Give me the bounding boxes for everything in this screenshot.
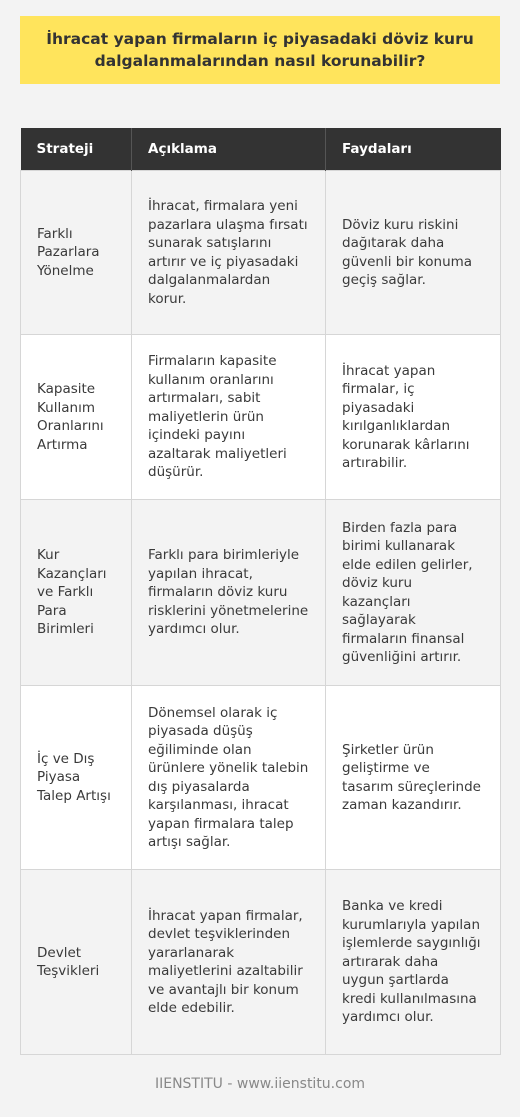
cell-strategy: Devlet Teşvikleri — [21, 870, 132, 1055]
footer-credit: IIENSTITU - www.iienstitu.com — [154, 1076, 366, 1092]
cell-description: İhracat yapan firmalar, devlet teşviklerinden yararlanarak maliyetlerini azaltabilir ve avantajlı bir konum elde edebilir. — [132, 870, 326, 1055]
cell-benefits: Birden fazla para birimi kullanarak elde edilen gelirler, döviz kuru kazançları sağlayarak firmaların finansal güvenliğini artırır. — [326, 500, 501, 686]
cell-strategy: Kapasite Kullanım Oranlarını Artırma — [21, 335, 132, 500]
cell-description: Farklı para birimleriyle yapılan ihracat, firmaların döviz kuru risklerini yönetmelerine yardımcı olur. — [132, 500, 326, 686]
cell-description: İhracat, firmalara yeni pazarlara ulaşma fırsatı sunarak satışlarını artırır ve iç piyasadaki dalgalanmalardan korur. — [132, 171, 326, 335]
page-title: İhracat yapan firmaların iç piyasadaki döviz kuru dalgalanmalarından nasıl korunabilir? — [20, 16, 500, 84]
table-header-row — [21, 128, 501, 171]
table-row — [21, 870, 501, 1055]
table-row — [21, 171, 501, 335]
table-row — [21, 335, 501, 500]
cell-description: Firmaların kapasite kullanım oranlarını artırmaları, sabit maliyetlerin ürün içindeki payını azaltarak maliyetleri düşürür. — [132, 335, 326, 500]
table-row — [21, 686, 501, 870]
strategy-table — [20, 128, 501, 1055]
cell-benefits: Banka ve kredi kurumlarıyla yapılan işlemlerde saygınlığı artırarak daha uygun şartlarda kredi kullanılmasına yardımcı olur. — [326, 870, 501, 1055]
cell-description: Dönemsel olarak iç piyasada düşüş eğiliminde olan ürünlere yönelik talebin dış piyasalarda karşılanması, ihracat yapan firmalara talep artışı sağlar. — [132, 686, 326, 870]
column-header-benefits: Faydaları — [326, 128, 501, 171]
cell-benefits: Şirketler ürün geliştirme ve tasarım süreçlerinde zaman kazandırır. — [326, 686, 501, 870]
cell-benefits: Döviz kuru riskini dağıtarak daha güvenli bir konuma geçiş sağlar. — [326, 171, 501, 335]
cell-benefits: İhracat yapan firmalar, iç piyasadaki kırılganlıklardan korunarak kârlarını artırabilir. — [326, 335, 501, 500]
cell-strategy: Farklı Pazarlara Yönelme — [21, 171, 132, 335]
column-header-strategy: Strateji — [21, 128, 132, 171]
cell-strategy: Kur Kazançları ve Farklı Para Birimleri — [21, 500, 132, 686]
column-header-description: Açıklama — [132, 128, 326, 171]
cell-strategy: İç ve Dış Piyasa Talep Artışı — [21, 686, 132, 870]
table-row — [21, 500, 501, 686]
